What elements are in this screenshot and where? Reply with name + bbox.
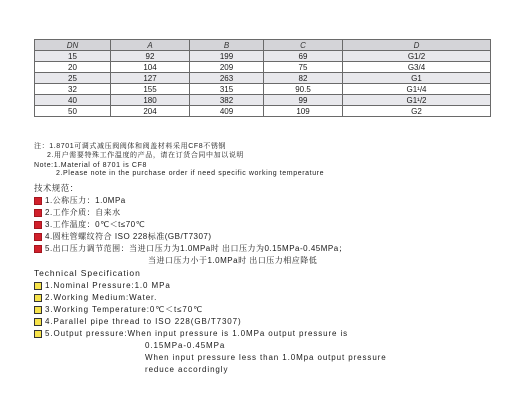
header-c: C	[264, 40, 343, 51]
tech-en-item-text: 5.Output pressure:When input pressure is 1.0MPa output pressure is	[45, 329, 349, 338]
cell-a: 155	[111, 84, 190, 95]
yellow-square-bullet-icon	[34, 282, 42, 290]
cell-b: 263	[190, 73, 264, 84]
note-en-2: 2.Please note in the purchase order if need specific working temperature	[56, 170, 325, 177]
table-row	[35, 95, 491, 106]
cell-b: 315	[190, 84, 264, 95]
tech-en-item	[34, 293, 157, 303]
red-square-bullet-icon	[34, 197, 42, 205]
tech-cn-item-text: 3.工作温度：0℃＜t≤70℃	[45, 220, 146, 229]
cell-a: 104	[111, 62, 190, 73]
cell-a: 180	[111, 95, 190, 106]
table-row	[35, 106, 491, 117]
cell-c: 82	[264, 73, 343, 84]
tech-en-heading: Technical Specification	[34, 268, 141, 278]
red-square-bullet-icon	[34, 245, 42, 253]
tech-cn-item5-continuation: 当进口压力小于1.0MPa时 出口压力相应降低	[148, 256, 318, 265]
tech-cn-item	[34, 196, 126, 206]
tech-cn-item	[34, 244, 347, 254]
table-row	[35, 73, 491, 84]
yellow-square-bullet-icon	[34, 294, 42, 302]
yellow-square-bullet-icon	[34, 318, 42, 326]
tech-cn-item-text: 1.公称压力：1.0MPa	[45, 196, 126, 205]
red-square-bullet-icon	[34, 233, 42, 241]
tech-en-item	[34, 305, 203, 315]
tech-en-item-text: 4.Parallel pipe thread to ISO 228(GB/T7307)	[45, 317, 242, 326]
header-dn: DN	[35, 40, 111, 51]
cell-dn: 32	[35, 84, 111, 95]
cell-dn: 20	[35, 62, 111, 73]
tech-en-item	[34, 317, 242, 327]
cell-c: 69	[264, 51, 343, 62]
dimension-table	[34, 39, 491, 117]
cell-dn: 25	[35, 73, 111, 84]
cell-b: 382	[190, 95, 264, 106]
tech-cn-item-text: 4.圆柱管螺纹符合 ISO 228标准(GB/T7307)	[45, 232, 212, 241]
header-a: A	[111, 40, 190, 51]
yellow-square-bullet-icon	[34, 306, 42, 314]
cell-d: G2	[343, 106, 491, 117]
cell-c: 99	[264, 95, 343, 106]
table-row	[35, 51, 491, 62]
table-row	[35, 84, 491, 95]
cell-a: 127	[111, 73, 190, 84]
tech-cn-item	[34, 232, 212, 242]
cell-dn: 40	[35, 95, 111, 106]
cell-c: 90.5	[264, 84, 343, 95]
header-b: B	[190, 40, 264, 51]
tech-en-item-text: 3.Working Temperature:0℃＜t≤70℃	[45, 305, 204, 314]
yellow-square-bullet-icon	[34, 330, 42, 338]
tech-cn-heading: 技术规范：	[34, 183, 79, 193]
tech-cn-item	[34, 208, 121, 218]
note-en-1: Note:1.Material of 8701 is CF8	[34, 162, 147, 169]
cell-b: 199	[190, 51, 264, 62]
cell-dn: 15	[35, 51, 111, 62]
cell-c: 75	[264, 62, 343, 73]
tech-en-item5-continuation: When input pressure less than 1.0Mpa output pressure	[145, 353, 387, 362]
tech-en-item	[34, 329, 348, 339]
cell-d: G1	[343, 73, 491, 84]
cell-a: 92	[111, 51, 190, 62]
header-d: D	[343, 40, 491, 51]
tech-cn-item-text: 2.工作介质：自来水	[45, 208, 121, 217]
table-header-row	[35, 40, 491, 51]
cell-dn: 50	[35, 106, 111, 117]
cell-a: 204	[111, 106, 190, 117]
table-row	[35, 62, 491, 73]
red-square-bullet-icon	[34, 221, 42, 229]
cell-b: 209	[190, 62, 264, 73]
tech-en-item5-continuation: reduce accordingly	[145, 365, 229, 374]
red-square-bullet-icon	[34, 209, 42, 217]
tech-en-item-text: 1.Nominal Pressure:1.0 MPa	[45, 281, 171, 290]
tech-en-item	[34, 281, 171, 291]
tech-cn-item-text: 5.出口压力调节范围：当进口压力为1.0MPa时 出口压力为0.15MPa-0.45MPa；	[45, 244, 348, 253]
note-cn-2: 2.用户需要特殊工作温度的产品，请在订货合同中加以说明	[47, 152, 245, 159]
cell-c: 109	[264, 106, 343, 117]
cell-d: G1¹/4	[343, 84, 491, 95]
tech-en-item-text: 2.Working Medium:Water.	[45, 293, 158, 302]
note-cn-1: 注：1.8701可调式减压阀阀体和阀盖材料采用CF8不锈钢	[34, 143, 227, 150]
cell-d: G1¹/2	[343, 95, 491, 106]
tech-cn-item	[34, 220, 145, 230]
cell-d: G1/2	[343, 51, 491, 62]
cell-b: 409	[190, 106, 264, 117]
tech-en-item5-continuation: 0.15MPa-0.45MPa	[145, 341, 226, 350]
cell-d: G3/4	[343, 62, 491, 73]
